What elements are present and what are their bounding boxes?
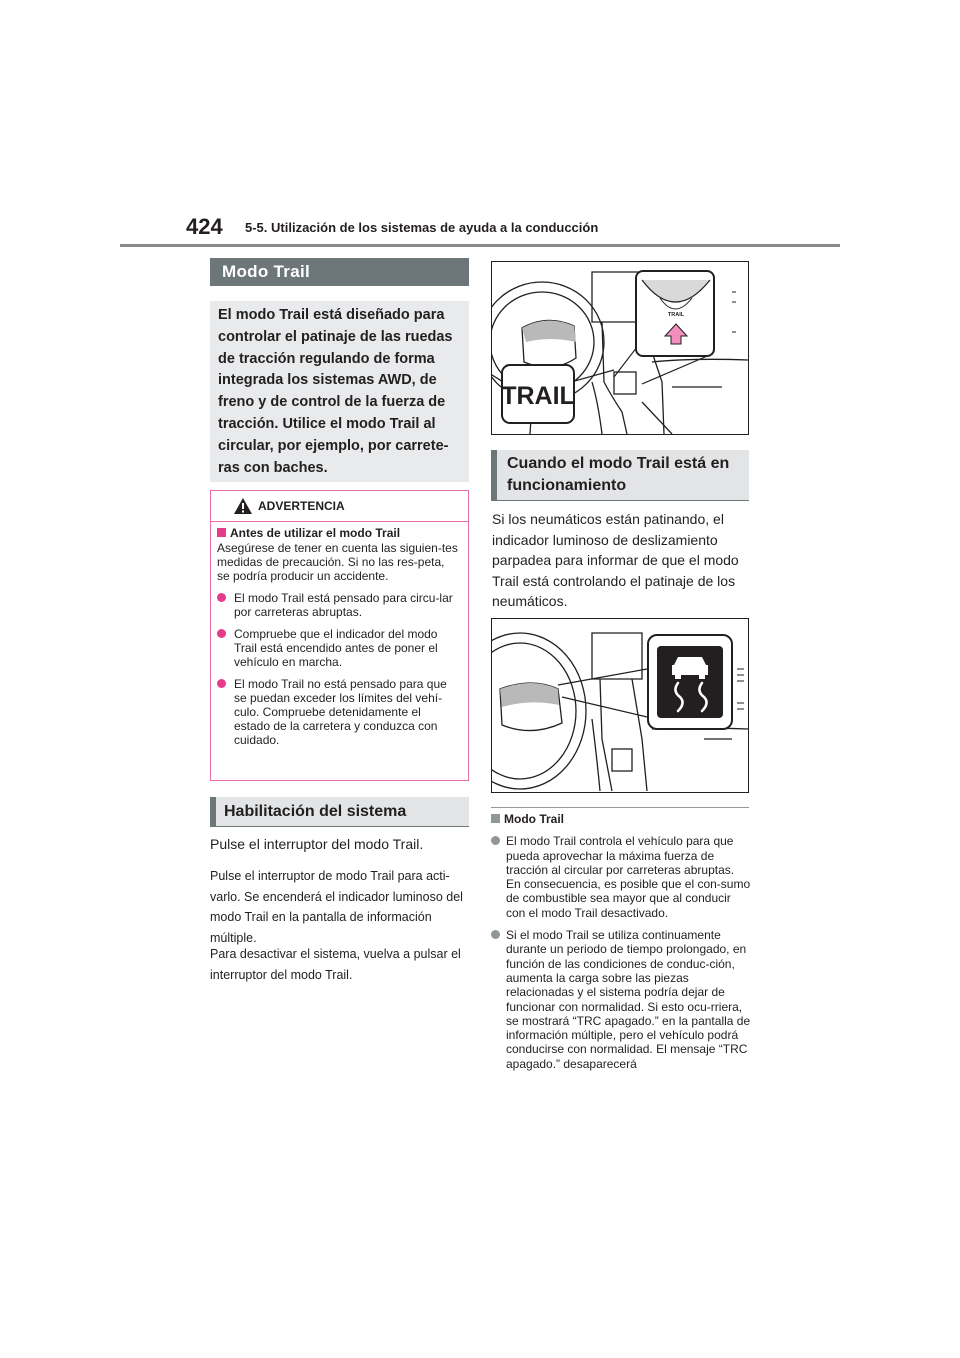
warning-header	[211, 491, 468, 522]
notes-title-text: Modo Trail	[504, 812, 564, 826]
note-bullet	[491, 834, 751, 920]
section-heading-habilitacion: Habilitación del sistema	[210, 797, 469, 827]
bullet-dot-icon	[491, 930, 500, 939]
warning-subtitle-text: Antes de utilizar el modo Trail	[230, 526, 401, 540]
warning-bullet-text: El modo Trail no está pensado para que se puedan exceder los límites del vehí-culo. Compruebe detenidamente el estado de la carretera y conduzca con cuidado.	[234, 677, 447, 747]
warning-title: ADVERTENCIA	[258, 499, 345, 513]
square-bullet-icon	[217, 528, 226, 537]
note-bullet	[491, 928, 751, 1071]
intro-box	[210, 301, 469, 482]
bullet-dot-icon	[217, 629, 226, 638]
warning-bullet-text: El modo Trail está pensado para circu-lar por carreteras abruptas.	[234, 591, 453, 619]
warning-triangle-icon	[233, 497, 253, 515]
warning-bullet-text: Compruebe que el indicador del modo Trail está encendido antes de poner el vehículo en marcha.	[234, 627, 438, 669]
slip-indicator-illustration	[491, 618, 749, 793]
notes-section	[491, 812, 751, 1071]
slip-indicator-icon	[657, 646, 723, 718]
notes-divider	[491, 807, 749, 808]
instrument-panel-drawing	[492, 619, 748, 792]
page-number: 424	[186, 214, 223, 239]
enable-paragraph-1: Pulse el interruptor de modo Trail para acti-varlo. Se encenderá el indicador luminoso del modo Trail en la pantalla de información múltiple.	[210, 869, 463, 945]
square-bullet-icon	[491, 814, 500, 823]
trail-button-label: TRAIL	[667, 312, 685, 318]
header-divider	[120, 244, 840, 247]
bullet-dot-icon	[217, 679, 226, 688]
step-instruction: Pulse el interruptor del modo Trail.	[210, 836, 424, 852]
warning-bullet	[217, 677, 460, 747]
enable-paragraph-2: Para desactivar el sistema, vuelva a pulsar el interruptor del modo Trail.	[210, 947, 461, 982]
intro-text: El modo Trail está diseñado para controlar el patinaje de las ruedas de tracción regulando de forma integrada los sistemas AWD, de freno y de control de la fuerza de tracción. Utilice el modo Trail al circular, por ejemplo, por carrete-ras con baches.	[218, 307, 453, 476]
warning-intro: Asegúrese de tener en cuenta las siguien-tes medidas de precaución. Si no las res-peta, se podría producir un accidente.	[217, 541, 458, 583]
warning-bullet	[217, 591, 460, 619]
warning-bullet	[217, 627, 460, 669]
bullet-dot-icon	[217, 593, 226, 602]
warning-box	[210, 490, 469, 781]
note-bullet-text: El modo Trail controla el vehículo para que pueda aprovechar la máxima fuerza de tracción al circular por carreteras abruptas. En consecuencia, es posible que el con-sumo de combustible sea mayor que al conducir con el modo Trail desactivado.	[506, 834, 751, 920]
warning-subtitle	[217, 526, 460, 540]
note-bullet-text: Si el modo Trail se utiliza continuamente durante un periodo de tiempo prolongado, en función de las condiciones de conduc-ción, aumenta la carga sobre las piezas relacionadas y el sistema podría dejar de funcionar con normalidad. Si esto ocu-rriera, se mostrará “TRC apagado.” en la pantalla de información múltiple, pero el vehículo podrá conducirse con normalidad. El mensaje “TRC apagado.” desaparecerá	[506, 928, 751, 1071]
dashboard-drawing	[492, 262, 748, 434]
trail-switch-label: TRAIL	[501, 382, 575, 410]
section-heading-modo-trail: Modo Trail	[210, 258, 469, 286]
notes-title	[491, 812, 751, 826]
warning-body	[211, 522, 468, 747]
operating-paragraph: Si los neumáticos están patinando, el indicador luminoso de deslizamiento parpadea para informar de que el modo Trail está controlando el patinaje de los neumáticos.	[492, 511, 739, 609]
trail-switch-illustration	[491, 261, 749, 435]
section-heading-funcionamiento: Cuando el modo Trail está en funcionamiento	[491, 450, 749, 501]
chapter-title: 5-5. Utilización de los sistemas de ayuda a la conducción	[245, 220, 599, 235]
bullet-dot-icon	[491, 836, 500, 845]
